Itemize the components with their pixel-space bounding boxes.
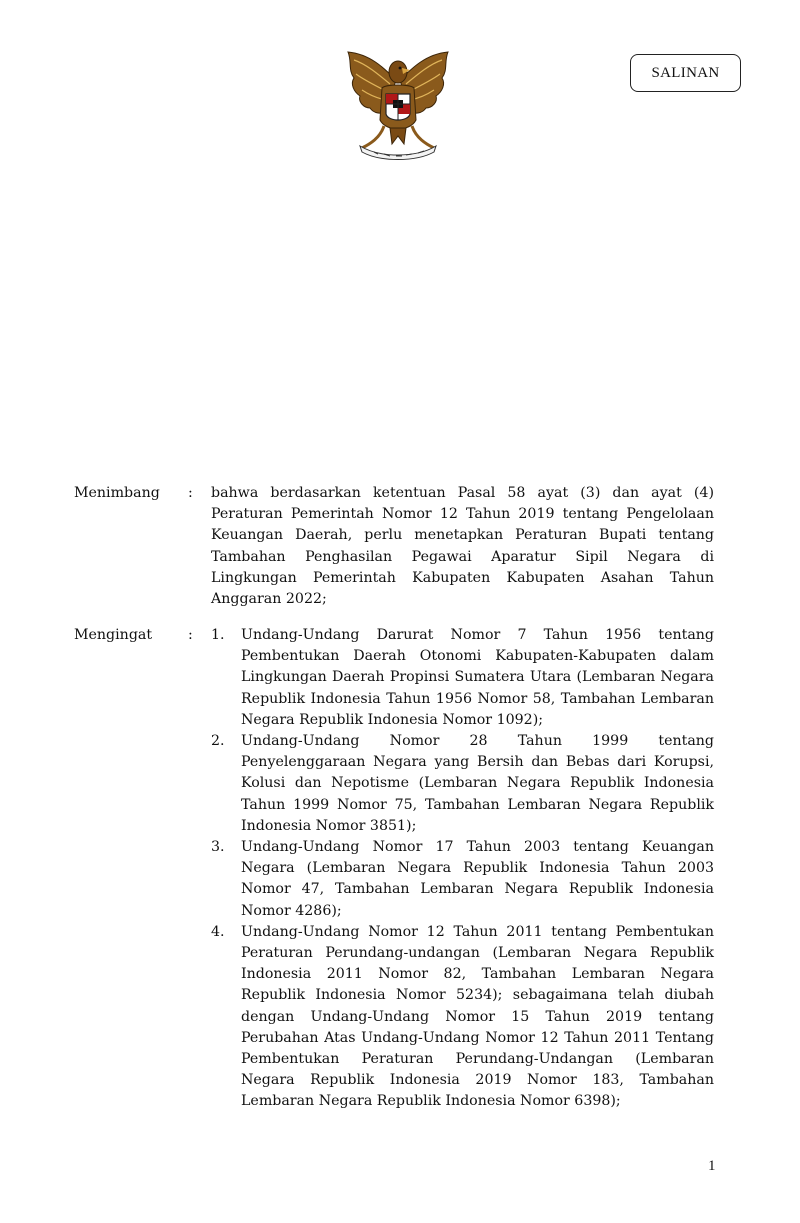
menimbang-text: bahwa berdasarkan ketentuan Pasal 58 ayat (3) dan ayat (4) Peraturan Pemerintah Nomor 12 Tahun 2019 tentang Pengelolaan Keuangan Daerah, perlu menetapkan Peraturan Bupati tentang Tambahan Penghasilan Pegawai Aparatur Sipil Negara di Lingkungan Pemerintah Kabupaten Kabupaten Asahan Tahun Anggaran 2022;: [211, 485, 714, 608]
item-number: 3.: [211, 839, 225, 856]
item-text: Undang-Undang Nomor 12 Tahun 2011 tentang Pembentukan Peraturan Perundang-undangan (Lembaran Negara Republik Indonesia 2011 Nomor 82, Tambahan Lembaran Negara Republik Indonesia Nomor 5234); sebagaimana telah diubah dengan Undang-Undang Nomor 15 Tahun 2019 tentang Perubahan Atas Undang-Undang Nomor 12 Tahun 2011 Tentang Pembentukan Peraturan Perundang-Undangan (Lembaran Negara Republik Indonesia 2019 Nomor 183, Tambahan Lembaran Negara Republik Indonesia Nomor 6398);: [241, 923, 714, 1110]
item-text: Undang-Undang Nomor 17 Tahun 2003 tentang Keuangan Negara (Lembaran Negara Republik Indonesia Tahun 2003 Nomor 47, Tambahan Lembaran Negara Republik Indonesia Nomor 4286);: [241, 839, 714, 919]
mengingat-label: Mengingat: [74, 627, 153, 643]
item-number: 1.: [211, 627, 225, 643]
menimbang-label: Menimbang: [74, 485, 160, 501]
mengingat-section: [74, 625, 714, 1155]
item-text: Undang-Undang Nomor 28 Tahun 1999 tentang Penyelenggaraan Negara yang Bersih dan Bebas dari Korupsi, Kolusi dan Nepotisme (Lembaran Negara Republik Indonesia Tahun 1999 Nomor 75, Tambahan Lembaran Negara Republik Indonesia Nomor 3851);: [241, 733, 714, 834]
list-item: [211, 922, 714, 1113]
item-text: Undang-Undang Darurat Nomor 7 Tahun 1956 tentang Pembentukan Daerah Otonomi Kabupaten-Kabupaten dalam Lingkungan Daerah Propinsi Sumatera Utara (Lembaran Negara Republik Indonesia Tahun 1956 Nomor 58, Tambahan Lembaran Negara Republik Indonesia Nomor 1092);: [241, 627, 714, 728]
salinan-stamp: SALINAN: [630, 54, 741, 92]
garuda-emblem-icon: [340, 48, 456, 160]
menimbang-section: [74, 483, 714, 611]
list-item: [211, 731, 714, 837]
page-number: 1: [708, 1158, 716, 1174]
mengingat-list: [211, 625, 714, 1113]
item-number: 4.: [211, 923, 225, 940]
list-item: [211, 837, 714, 922]
menimbang-colon: :: [188, 485, 193, 501]
mengingat-colon: :: [188, 627, 193, 643]
list-item: [211, 625, 714, 731]
item-number: 2.: [211, 733, 225, 750]
